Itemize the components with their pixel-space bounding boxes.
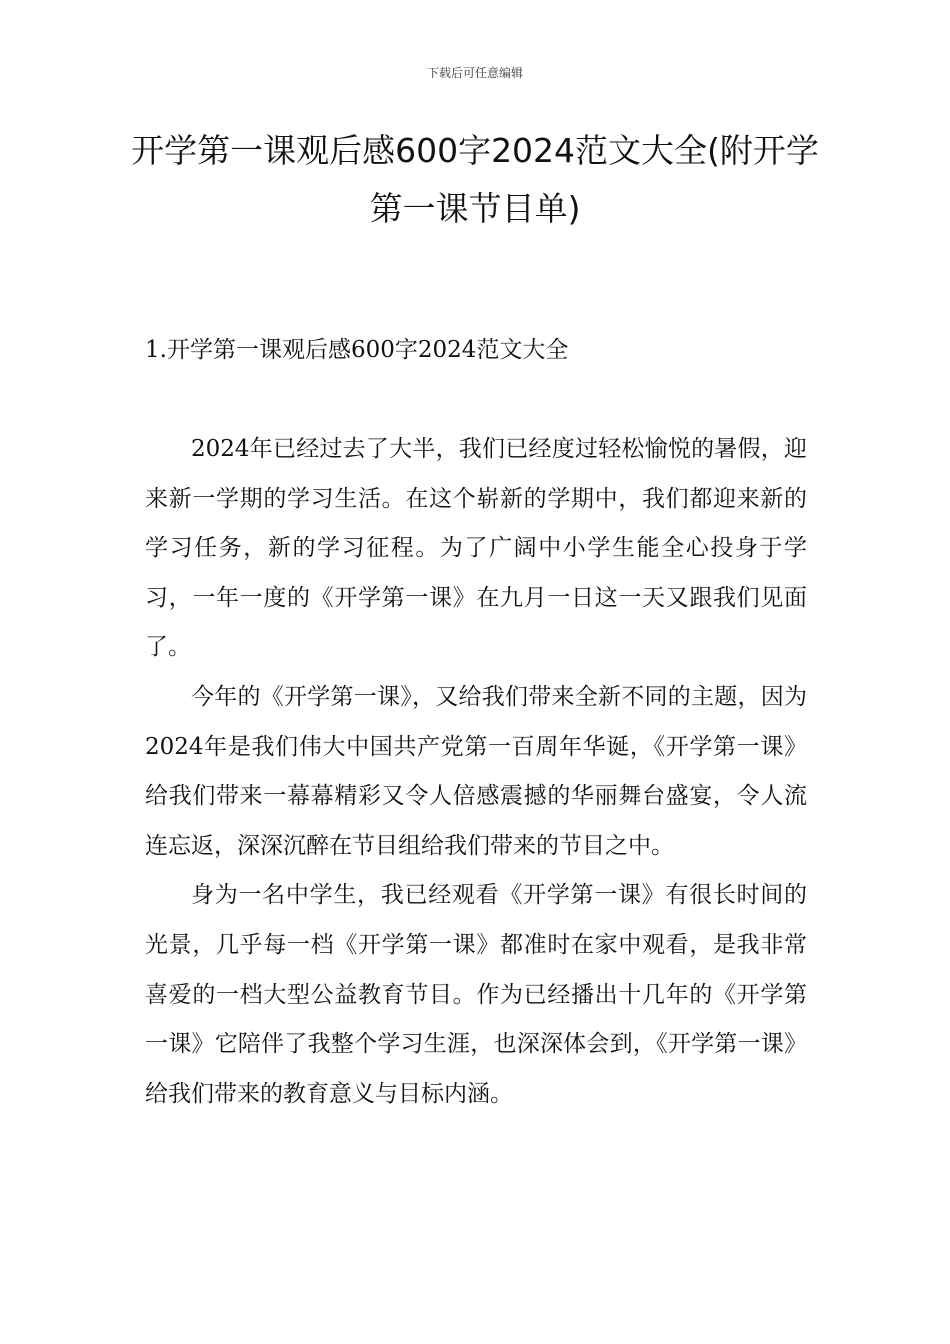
paragraph: 2024年已经过去了大半，我们已经度过轻松愉悦的暑假，迎来新一学期的学习生活。在这个崭新的学期中，我们都迎来新的学习任务，新的学习征程。为了广阔中小学生能全心投身于学习，一年一度的《开学第一课》在九月一日这一天又跟我们见面了。 (145, 436, 807, 661)
document-title: 开学第一课观后感600字2024范文大全(附开学第一课节目单) (131, 131, 819, 228)
paragraph: 今年的《开学第一课》，又给我们带来全新不同的主题，因为2024年是我们伟大中国共产党第一百周年华诞，《开学第一课》给我们带来一幕幕精彩又令人倍感震撼的华丽舞台盛宴，令人流连忘返，深深沉醉在节目组给我们带来的节目之中。 (145, 683, 807, 859)
header-note: 下载后可任意编辑 (426, 66, 523, 80)
body-text (145, 425, 807, 1119)
paragraph: 身为一名中学生，我已经观看《开学第一课》有很长时间的光景，几乎每一档《开学第一课》都准时在家中观看，是我非常喜爱的一档大型公益教育节目。作为已经播出十几年的《开学第一课》它陪伴了我整个学习生涯，也深深体会到，《开学第一课》给我们带来的教育意义与目标内涵。 (145, 882, 807, 1107)
section-heading: 1.开学第一课观后感600字2024范文大全 (145, 337, 569, 363)
